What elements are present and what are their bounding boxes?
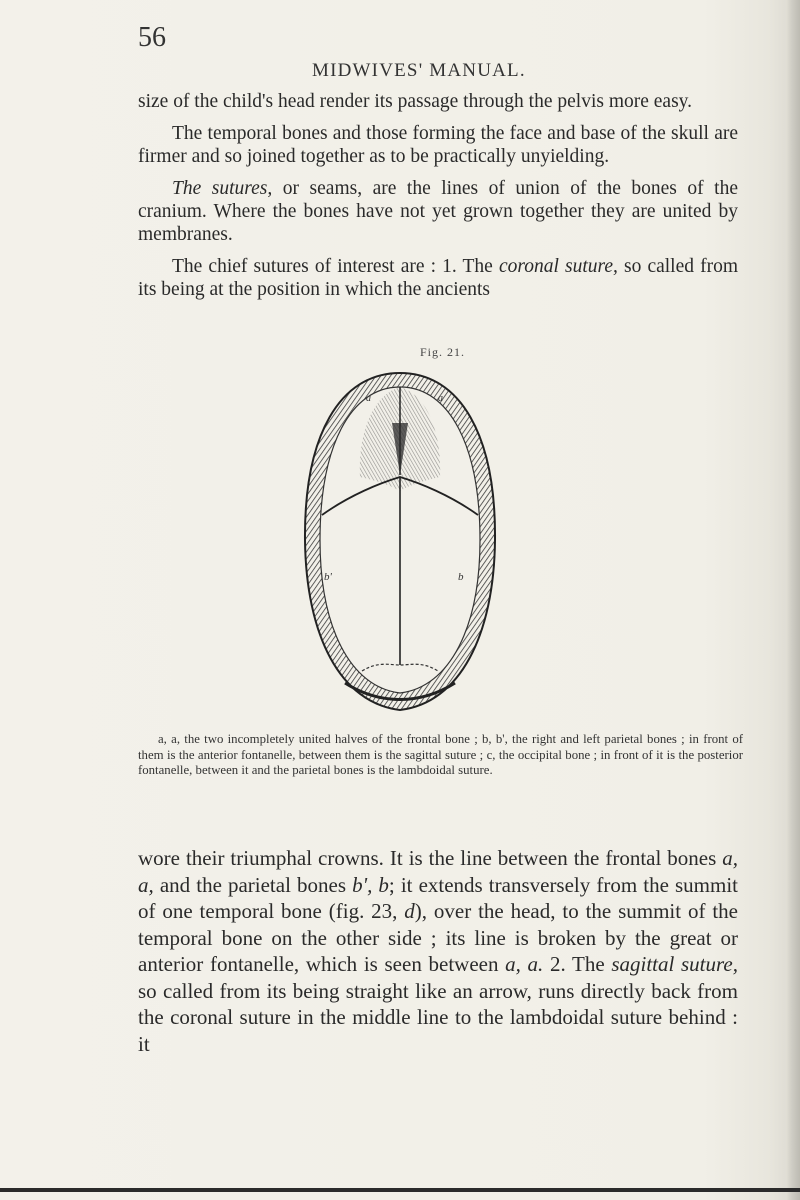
paragraph-3-text: or seams, are the lines of union of the bones of the cranium. Where the bones have not yet grown together they are united by membranes. (138, 178, 738, 245)
cont-text-1: wore their triumphal crowns. It is the line between the frontal bones (138, 846, 723, 870)
page-number: 56 (138, 22, 166, 53)
label-a-right: a (438, 393, 443, 404)
running-head: MIDWIVES' MANUAL. (312, 60, 526, 81)
label-b-prime: b' (324, 571, 332, 583)
paragraph-4-text-a: The chief sutures of interest are : 1. The (172, 256, 499, 277)
paragraph-4-text-b: so called from its being at the position in which the ancients (138, 256, 739, 300)
figure-label: Fig. 21. (420, 345, 466, 359)
cont-text-2: and the parietal bones (153, 872, 353, 897)
cont-em-2: b', b (352, 872, 389, 897)
cont-em-3: d (404, 899, 415, 923)
cont-em-1: a, a, (138, 846, 738, 897)
top-text-block (138, 90, 738, 310)
continuation-paragraph (138, 845, 738, 1057)
label-b: b (458, 571, 464, 583)
cont-text-6: so called from its being straight like an arrow, runs directly back from the coronal suture in the middle line to the lambdoidal suture behind : it (138, 978, 738, 1056)
paragraph-4 (138, 255, 738, 301)
cont-text-3: ; it extends transversely from the summit of one temporal bone (fig. 23, (138, 872, 738, 923)
sutures-term: The sutures, (172, 178, 273, 199)
continuation-text-block (138, 845, 738, 1066)
cont-text-5: 2. The (543, 952, 612, 976)
sagittal-suture-term: sagittal suture, (611, 952, 738, 976)
coronal-suture-term: coronal suture, (498, 256, 618, 277)
paragraph-1: size of the child's head render its passage through the pelvis more easy. (138, 91, 693, 112)
bottom-rule (0, 1188, 800, 1192)
caption-text: a, a, the two incompletely united halves of the frontal bone ; b, b', the right and left parietal bones ; in front of them is the anterior fontanelle, between them is the sagittal suture ; c, the occipital bone ; in front of it is the posterior fontanelle, between it and the parietal bones is the lambdoidal suture. (138, 732, 743, 777)
skull-figure (300, 365, 500, 720)
paragraph-3 (138, 177, 738, 246)
skull-illustration (300, 365, 500, 720)
cont-em-4: a, a. (505, 952, 544, 976)
cont-text-4: ), over the head, to the summit of the temporal bone on the other side ; its line is broken by the great or anterior fontanelle, which is seen between (138, 899, 738, 976)
page-edge-shadow (786, 0, 800, 1200)
paragraph-2: The temporal bones and those forming the face and base of the skull are firmer and so joined together as to be practically unyielding. (138, 123, 738, 167)
figure-caption (138, 732, 743, 779)
label-a-left: a (366, 393, 371, 404)
